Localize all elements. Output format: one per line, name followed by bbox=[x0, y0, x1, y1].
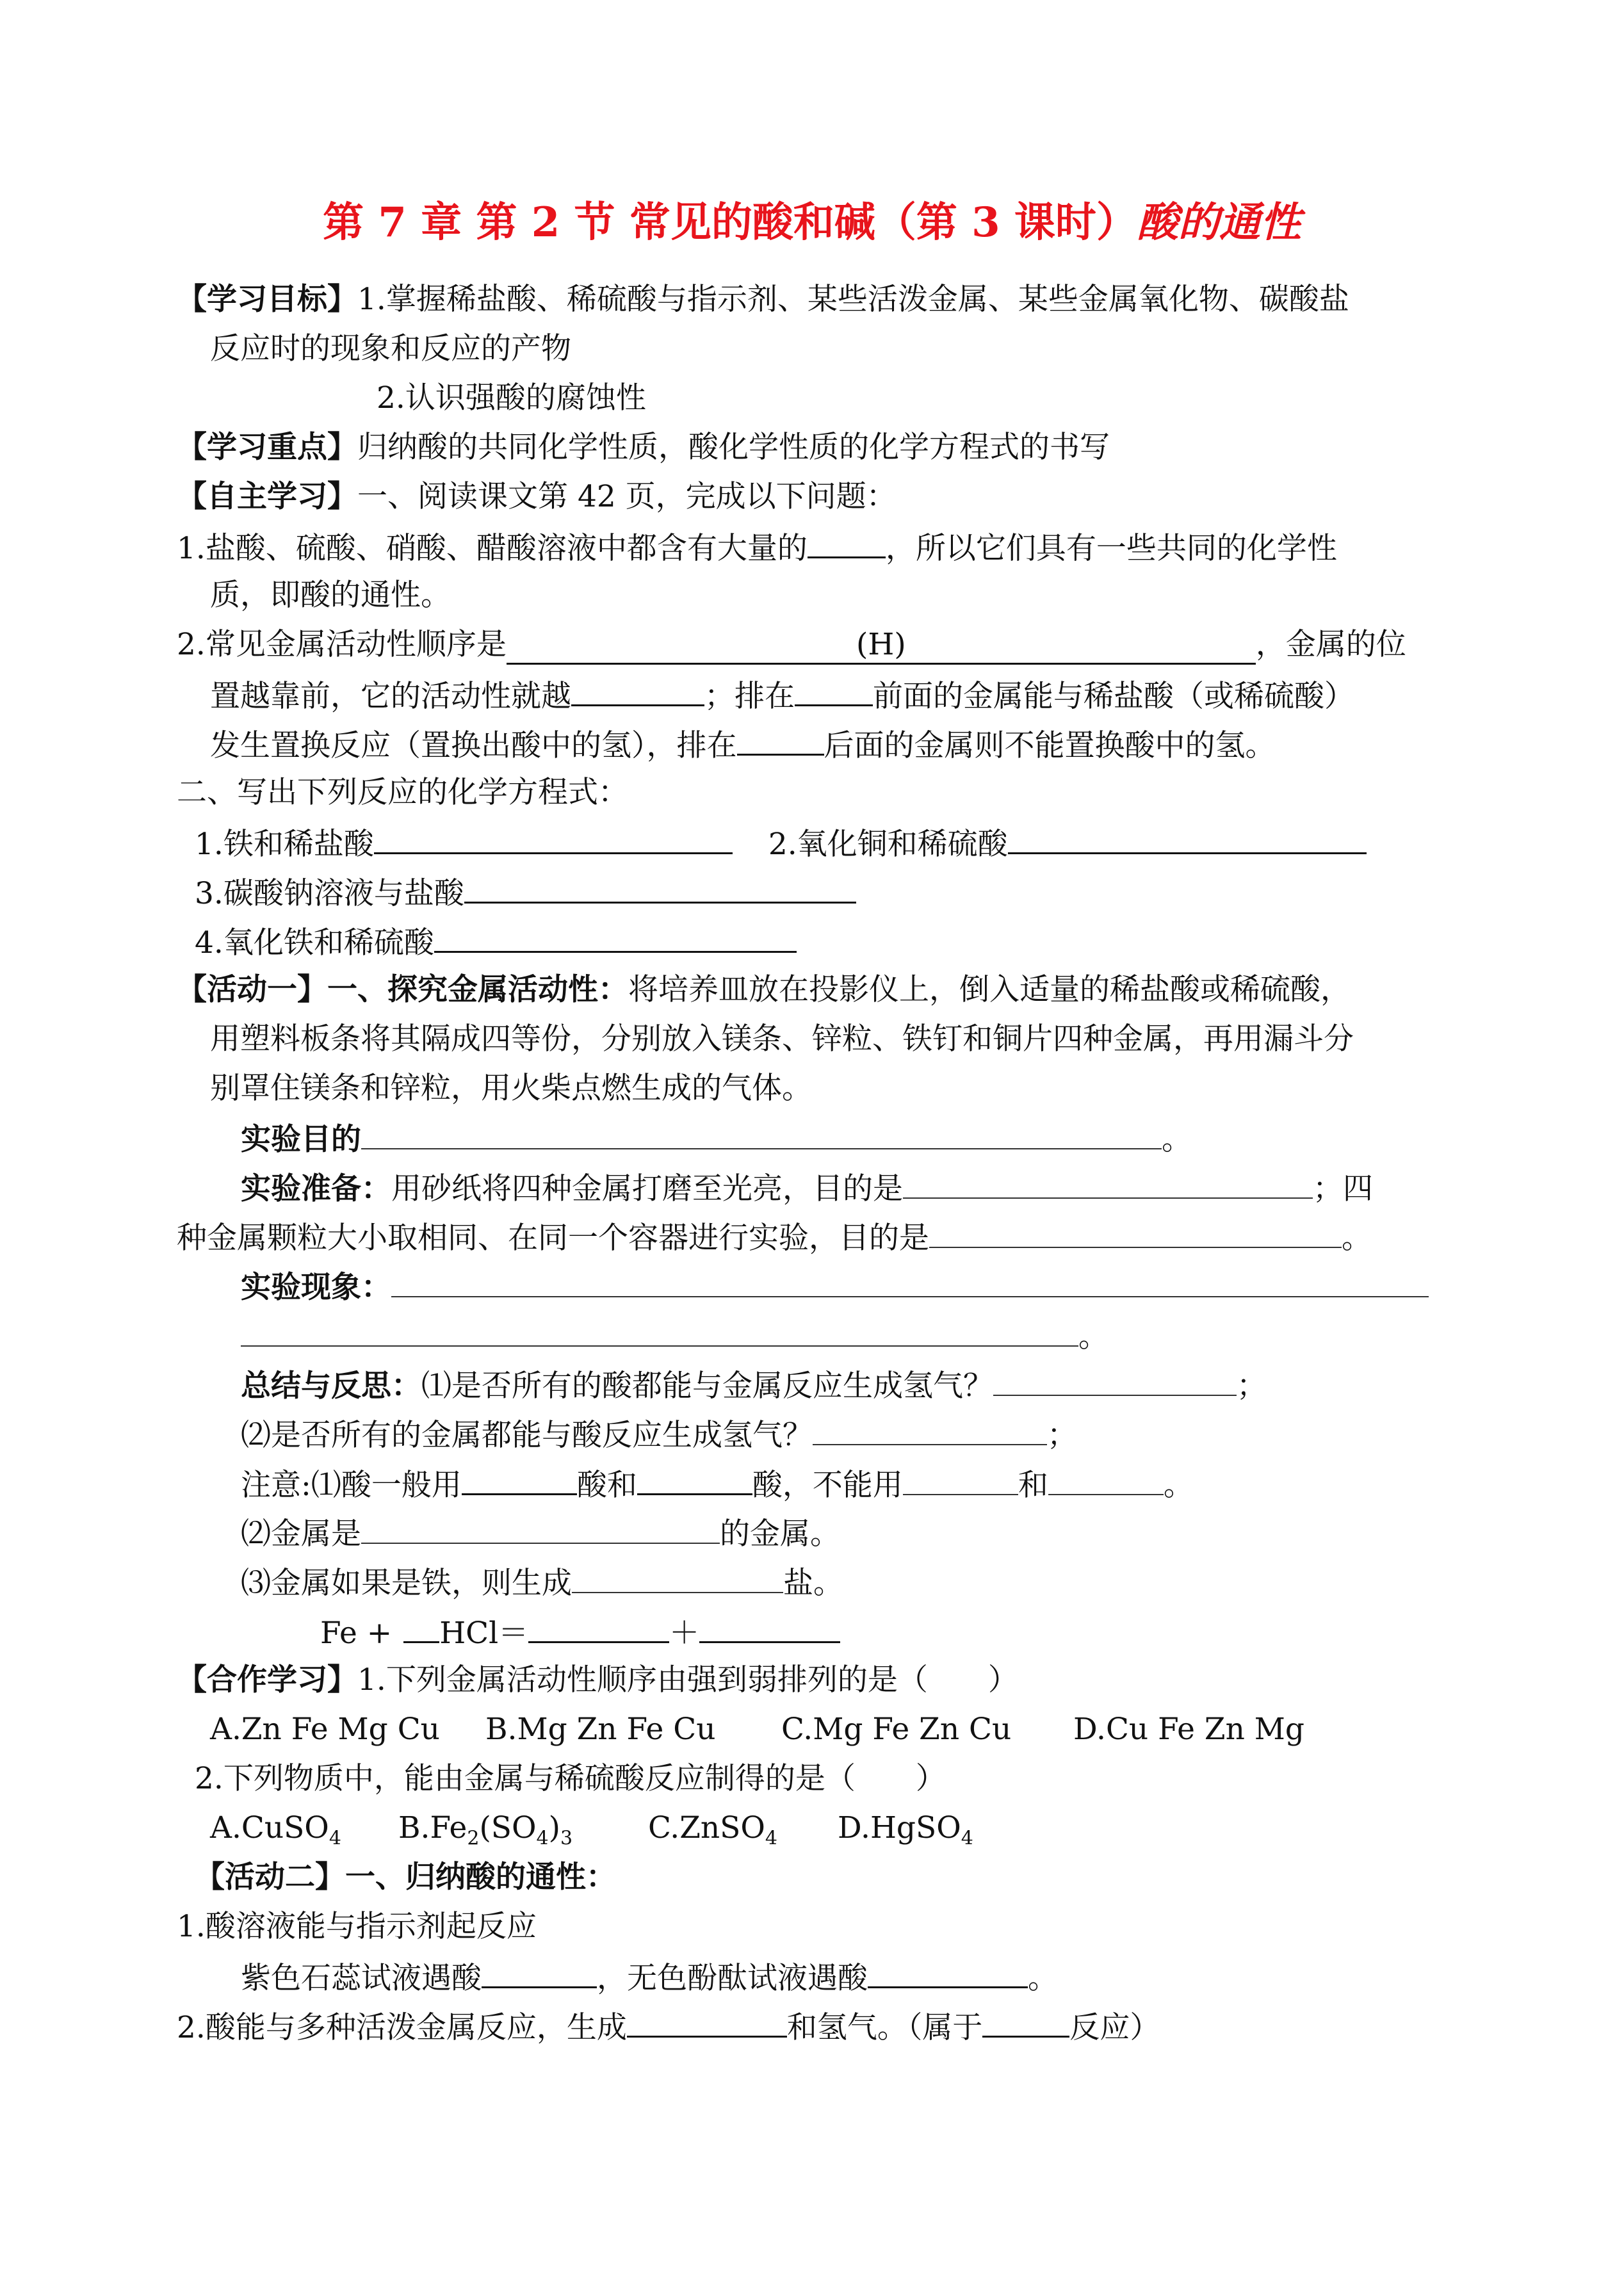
purpose-line bbox=[241, 1120, 1192, 1158]
purpose-period: 。 bbox=[1162, 1122, 1192, 1157]
q2-line-2 bbox=[210, 676, 1354, 715]
fe-eq-coef-blank[interactable] bbox=[403, 1613, 439, 1643]
key-points-text: 归纳酸的共同化学性质，酸化学性质的化学方程式的书写 bbox=[357, 430, 1110, 465]
objectives-line-1 bbox=[177, 282, 1349, 318]
note-period: 。 bbox=[1163, 1468, 1194, 1503]
salt-blank[interactable] bbox=[627, 2007, 787, 2038]
coop-q2-option-c[interactable] bbox=[648, 1810, 777, 1850]
note3-text-b: 盐。 bbox=[783, 1566, 843, 1601]
q2-text-b: ，金属的位 bbox=[1255, 627, 1406, 662]
q2-blank-activity[interactable] bbox=[571, 676, 704, 706]
activity1-text-1: 将培养皿放在投影仪上，倒入适量的稀盐酸或稀硫酸， bbox=[628, 972, 1351, 1007]
title-main: 第 7 章 第 2 节 常见的酸和碱（第 3 课时） bbox=[323, 199, 1137, 247]
opt-b-end: ) bbox=[548, 1810, 560, 1845]
activity1-text-2: 用塑料板条将其隔成四等份，分别放入镁条、锌粒、铁钉和铜片四种金属，再用漏斗分 bbox=[210, 1021, 1354, 1057]
opt-c-text: C.ZnSO bbox=[648, 1810, 765, 1845]
part2-heading bbox=[177, 775, 628, 811]
activity1-label: 【活动一】一、探究金属活动性： bbox=[177, 972, 628, 1007]
note3-text-a: ⑶金属如果是铁，则生成 bbox=[241, 1566, 572, 1601]
self-study-label: 【自主学习】 bbox=[177, 479, 357, 514]
coop-q1: 1.下列金属活动性顺序由强到弱排列的是（ ） bbox=[357, 1662, 1018, 1698]
phenolphthalein-blank[interactable] bbox=[868, 1958, 1028, 1988]
q2-line-3 bbox=[210, 726, 1276, 764]
q2-blank-front[interactable] bbox=[795, 676, 873, 706]
observation-line-1 bbox=[241, 1268, 1429, 1306]
self-study-intro: 一、阅读课文第 42 页，完成以下问题： bbox=[357, 479, 897, 514]
coop-q2-option-d[interactable] bbox=[838, 1810, 973, 1850]
fe-eq-product-2-blank[interactable] bbox=[699, 1613, 840, 1643]
title-italic: 酸的通性 bbox=[1137, 199, 1301, 247]
coop-q2: 2.下列物质中，能由金属与稀硫酸反应制得的是（ ） bbox=[195, 1761, 946, 1796]
litmus-blank[interactable] bbox=[482, 1958, 597, 1988]
prep-text-a: 用砂纸将四种金属打磨至光亮，目的是 bbox=[391, 1171, 903, 1206]
note-line-1 bbox=[241, 1465, 1194, 1504]
equation-line-4 bbox=[195, 923, 797, 961]
note3-blank[interactable] bbox=[572, 1564, 783, 1593]
note-text-d: 和 bbox=[1018, 1468, 1048, 1503]
summary-q1-semicolon: ； bbox=[1237, 1368, 1267, 1404]
activity2-p1: 1.酸溶液能与指示剂起反应 bbox=[177, 1909, 537, 1944]
prep-period: 。 bbox=[1342, 1220, 1372, 1256]
activity2-p2-c: 反应） bbox=[1069, 2010, 1160, 2045]
note-line-2 bbox=[241, 1514, 840, 1552]
q2-text-d: ；排在 bbox=[704, 679, 795, 714]
objectives-line-2 bbox=[210, 331, 571, 367]
activity2-p2-a: 2.酸能与多种活泼金属反应，生成 bbox=[177, 2010, 627, 2045]
observation-line-2 bbox=[241, 1317, 1108, 1355]
opt-b-text: B.Fe bbox=[398, 1810, 467, 1845]
activity2-label: 【活动二】一、归纳酸的通性： bbox=[195, 1860, 616, 1895]
activity2-p1-b: ，无色酚酞试液遇酸 bbox=[597, 1961, 868, 1996]
equation-line-1 bbox=[195, 824, 1367, 863]
q1-text-a: 1.盐酸、硫酸、硝酸、醋酸溶液中都含有大量的 bbox=[177, 531, 808, 566]
opt-d-text: D.HgSO bbox=[838, 1810, 961, 1845]
opt-b-sub1: 2 bbox=[467, 1827, 480, 1850]
q2-text-e: 前面的金属能与稀盐酸（或稀硫酸） bbox=[873, 679, 1354, 714]
coop-label: 【合作学习】 bbox=[177, 1662, 357, 1698]
q2-text-a: 2.常见金属活动性顺序是 bbox=[177, 627, 507, 662]
activity1-line-2 bbox=[210, 1021, 1354, 1057]
observation-label: 实验现象： bbox=[241, 1270, 391, 1305]
eq3-blank[interactable] bbox=[464, 873, 856, 904]
activity2-heading bbox=[195, 1860, 616, 1895]
summary-q1: ⑴是否所有的酸都能与金属反应生成氢气？ bbox=[421, 1368, 993, 1404]
fe-eq-equals: ＝ bbox=[498, 1616, 529, 1651]
coop-q1-option-c[interactable]: C.Mg Fe Zn Cu bbox=[781, 1712, 1012, 1747]
summary-q2: ⑵是否所有的金属都能与酸反应生成氢气？ bbox=[241, 1418, 813, 1453]
activity-series-blank[interactable] bbox=[507, 627, 1256, 665]
activity2-line-1 bbox=[177, 1909, 537, 1945]
q2-h-mark: (H) bbox=[856, 627, 906, 662]
coop-line-1 bbox=[177, 1662, 1018, 1698]
summary-line-1 bbox=[241, 1366, 1267, 1404]
part2-text: 二、写出下列反应的化学方程式： bbox=[177, 775, 628, 810]
fe-eq-hcl: HCl bbox=[439, 1616, 499, 1651]
page-title bbox=[0, 197, 1624, 248]
prep-text-b: ；四 bbox=[1313, 1171, 1373, 1206]
activity1-line-3 bbox=[210, 1071, 812, 1107]
eq2-label: 2.氧化铜和稀硫酸 bbox=[768, 827, 1008, 862]
note2-text-a: ⑵金属是 bbox=[241, 1516, 361, 1552]
summary-line-2 bbox=[241, 1416, 1077, 1454]
q2-blank-behind[interactable] bbox=[737, 726, 824, 756]
eq3-label: 3.碳酸钠溶液与盐酸 bbox=[195, 876, 464, 911]
observation-blank-1[interactable] bbox=[391, 1268, 1429, 1297]
q2-text-c: 置越靠前，它的活动性就越 bbox=[210, 679, 571, 714]
eq1-label: 1.铁和稀盐酸 bbox=[195, 827, 374, 862]
note-line-3 bbox=[241, 1564, 843, 1602]
opt-c-sub: 4 bbox=[765, 1827, 777, 1850]
opt-a-text: A.CuSO bbox=[210, 1810, 329, 1845]
coop-line-2 bbox=[195, 1761, 946, 1797]
prep-line-2 bbox=[177, 1219, 1372, 1256]
q1-text-b: ，所以它们具有一些共同的化学性 bbox=[885, 531, 1337, 566]
activity2-period: 。 bbox=[1028, 1961, 1058, 1996]
q1-line-1 bbox=[177, 528, 1337, 567]
eq4-blank[interactable] bbox=[434, 923, 797, 953]
activity1-line-1 bbox=[177, 972, 1351, 1008]
fe-equation-line bbox=[320, 1613, 840, 1651]
note-blank-not-2[interactable] bbox=[1048, 1466, 1164, 1495]
q2-text-g: 后面的金属则不能置换酸中的氢。 bbox=[824, 728, 1276, 763]
opt-b-sub2: 4 bbox=[536, 1827, 549, 1850]
eq4-label: 4.氧化铁和稀硫酸 bbox=[195, 925, 434, 961]
note-blank-not-1[interactable] bbox=[903, 1466, 1018, 1495]
summary-label: 总结与反思： bbox=[241, 1368, 421, 1404]
note-text-b: 酸和 bbox=[576, 1468, 637, 1503]
opt-a-sub: 4 bbox=[329, 1827, 341, 1850]
q2-line-1 bbox=[177, 627, 1406, 665]
objective-1-text: 1.掌握稀盐酸、稀硫酸与指示剂、某些活泼金属、某些金属氧化物、碳酸盐 bbox=[357, 282, 1349, 317]
note-text-c: 酸，不能用 bbox=[752, 1468, 903, 1503]
summary-q1-blank[interactable] bbox=[993, 1366, 1237, 1396]
summary-q2-semicolon: ； bbox=[1047, 1418, 1077, 1453]
fe-eq-product-1-blank[interactable] bbox=[528, 1613, 669, 1643]
coop-q2-option-a[interactable] bbox=[210, 1810, 341, 1850]
eq2-blank[interactable] bbox=[1008, 824, 1367, 854]
note-blank-acid-1[interactable] bbox=[462, 1465, 577, 1495]
coop-q1-option-a[interactable]: A.Zn Fe Mg Cu bbox=[210, 1712, 440, 1747]
prep-label: 实验准备： bbox=[241, 1171, 391, 1206]
fe-eq-plus: ＋ bbox=[669, 1616, 700, 1651]
opt-b-sub3: 3 bbox=[560, 1827, 573, 1850]
key-points-label: 【学习重点】 bbox=[177, 430, 357, 465]
opt-d-sub: 4 bbox=[961, 1827, 973, 1850]
reaction-type-blank[interactable] bbox=[982, 2007, 1069, 2038]
note-blank-acid-2[interactable] bbox=[637, 1465, 752, 1495]
coop-q1-option-d[interactable]: D.Cu Fe Zn Mg bbox=[1073, 1712, 1304, 1747]
summary-q2-blank[interactable] bbox=[813, 1416, 1047, 1445]
fe-eq-fe: Fe + bbox=[320, 1616, 393, 1651]
note2-blank[interactable] bbox=[361, 1514, 720, 1544]
activity2-p1-a: 紫色石蕊试液遇酸 bbox=[241, 1961, 482, 1996]
purpose-blank[interactable] bbox=[361, 1120, 1162, 1149]
coop-q2-option-b[interactable] bbox=[398, 1810, 573, 1850]
observation-period: 。 bbox=[1078, 1319, 1108, 1354]
self-study-line bbox=[177, 479, 897, 515]
q1-text-c: 质，即酸的通性。 bbox=[210, 578, 451, 613]
purpose-label: 实验目的 bbox=[241, 1122, 361, 1157]
prep-blank-1[interactable] bbox=[903, 1169, 1313, 1199]
prep-line-1 bbox=[241, 1169, 1373, 1207]
eq1-blank[interactable] bbox=[374, 824, 733, 854]
activity1-text-3: 别罩住镁条和锌粒，用火柴点燃生成的气体。 bbox=[210, 1071, 812, 1106]
q1-line-2 bbox=[210, 578, 451, 613]
observation-blank-2[interactable] bbox=[241, 1317, 1078, 1347]
objective-2-text: 2.认识强酸的腐蚀性 bbox=[377, 380, 646, 416]
q2-text-f: 发生置换反应（置换出酸中的氢），排在 bbox=[210, 728, 737, 763]
activity2-p2-b: 和氢气。（属于 bbox=[786, 2010, 983, 2045]
equation-line-3 bbox=[195, 873, 856, 912]
objectives-label: 【学习目标】 bbox=[177, 282, 357, 317]
activity2-line-3 bbox=[177, 2007, 1160, 2046]
q1-blank[interactable] bbox=[808, 528, 886, 558]
key-points-line bbox=[177, 430, 1110, 466]
objectives-line-3 bbox=[377, 380, 646, 416]
objective-1-cont: 反应时的现象和反应的产物 bbox=[210, 331, 571, 366]
coop-q1-option-b[interactable]: B.Mg Zn Fe Cu bbox=[485, 1712, 716, 1747]
opt-b-mid: (SO bbox=[479, 1810, 537, 1845]
note2-text-b: 的金属。 bbox=[720, 1516, 840, 1552]
prep-text-c: 种金属颗粒大小取相同、在同一个容器进行实验，目的是 bbox=[177, 1220, 929, 1256]
note-text-a: 注意:⑴酸一般用 bbox=[241, 1468, 462, 1503]
prep-blank-2[interactable] bbox=[929, 1219, 1342, 1248]
activity2-line-2 bbox=[241, 1958, 1058, 1997]
